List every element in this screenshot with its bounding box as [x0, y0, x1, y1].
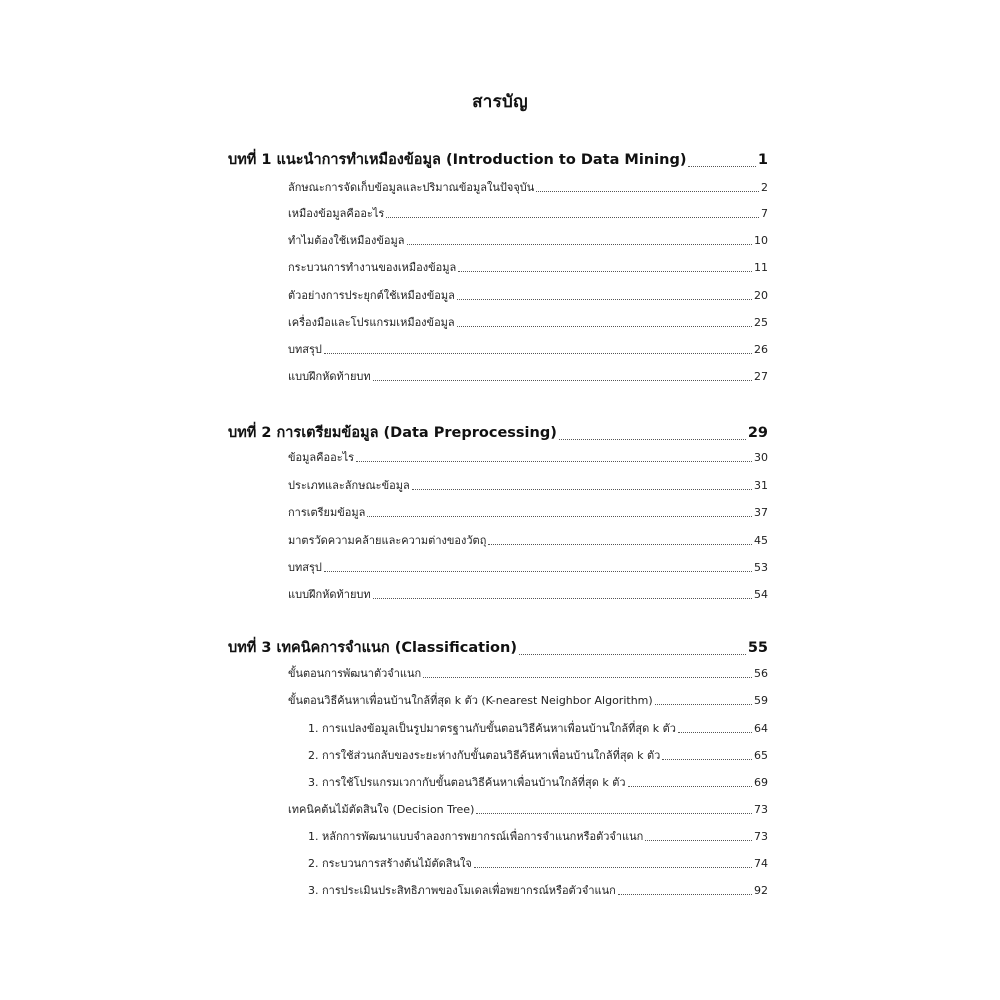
- toc-entry-label: บทที่ 3 เทคนิคการจำแนก (Classification): [228, 640, 517, 656]
- toc-entry-label: 2. กระบวนการสร้างต้นไม้ตัดสินใจ: [308, 857, 472, 870]
- dot-leader: [678, 731, 752, 733]
- toc-entry-page-number: 37: [754, 506, 768, 519]
- toc-entry-section: [288, 367, 768, 385]
- dot-leader: [356, 460, 752, 462]
- toc-entry-page-number: 73: [754, 830, 768, 843]
- toc-entry-section: [288, 503, 768, 521]
- toc-entry-label: ข้อมูลคืออะไร: [288, 451, 355, 464]
- toc-entry-label: บทที่ 1 แนะนำการทำเหมืองข้อมูล (Introduction to Data Mining): [228, 152, 687, 168]
- toc-entry-page-number: 65: [754, 749, 768, 762]
- toc-entry-label: 1. หลักการพัฒนาแบบจำลองการพยากรณ์เพื่อการจำแนกหรือตัวจำแนก: [308, 830, 644, 843]
- toc-entry-label: เทคนิคต้นไม้ตัดสินใจ (Decision Tree): [288, 803, 475, 816]
- toc-entry-label: การเตรียมข้อมูล: [288, 506, 366, 519]
- dot-leader: [536, 190, 759, 192]
- toc-entry-section: [288, 286, 768, 304]
- toc-entry-chapter: [228, 636, 768, 659]
- toc-entry-page-number: 59: [754, 694, 768, 707]
- toc-entry-label: กระบวนการทำงานของเหมืองข้อมูล: [288, 261, 457, 274]
- toc-entry-section: [288, 664, 768, 682]
- toc-entry-label: 2. การใช้ส่วนกลับของระยะห่างกับขั้นตอนวิธีค้นหาเพื่อนบ้านใกล้ที่สุด k ตัว: [308, 749, 661, 762]
- dot-leader: [373, 379, 752, 381]
- toc-entry-subsection: [308, 827, 768, 845]
- toc-entry-section: [288, 585, 768, 603]
- toc-entry-label: 3. การประเมินประสิทธิภาพของโมเดลเพื่อพยากรณ์หรือตัวจำแนก: [308, 884, 616, 897]
- toc-entry-page-number: 7: [761, 207, 768, 220]
- toc-entry-page-number: 92: [754, 884, 768, 897]
- toc-entry-label: ประเภทและลักษณะข้อมูล: [288, 479, 410, 492]
- toc-entry-label: เหมืองข้อมูลคืออะไร: [288, 207, 385, 220]
- toc-entry-page-number: 54: [754, 588, 768, 601]
- dot-leader: [324, 570, 752, 572]
- dot-leader: [373, 597, 752, 599]
- toc-entry-section: [288, 691, 768, 709]
- dot-leader: [559, 438, 746, 440]
- dot-leader: [324, 352, 752, 354]
- toc-entry-page-number: 31: [754, 479, 768, 492]
- toc-entry-page-number: 25: [754, 316, 768, 329]
- toc-entry-label: ลักษณะการจัดเก็บข้อมูลและปริมาณข้อมูลในปัจจุบัน: [288, 181, 535, 194]
- toc-entry-page-number: 56: [754, 667, 768, 680]
- toc-entry-page-number: 20: [754, 289, 768, 302]
- toc-entry-page-number: 1: [757, 152, 768, 168]
- dot-leader: [645, 839, 752, 841]
- dot-leader: [474, 866, 752, 868]
- toc-entry-page-number: 27: [754, 370, 768, 383]
- dot-leader: [618, 893, 752, 895]
- toc-entry-label: บทที่ 2 การเตรียมข้อมูล (Data Preprocessing): [228, 425, 557, 441]
- dot-leader: [628, 785, 752, 787]
- dot-leader: [407, 243, 752, 245]
- toc-entry-subsection: [308, 773, 768, 791]
- toc-entry-label: ทำไมต้องใช้เหมืองข้อมูล: [288, 234, 405, 247]
- toc-entry-label: แบบฝึกหัดท้ายบท: [288, 370, 371, 383]
- toc-entry-label: 3. การใช้โปรแกรมเวกากับขั้นตอนวิธีค้นหาเพื่อนบ้านใกล้ที่สุด k ตัว: [308, 776, 626, 789]
- toc-entry-page-number: 64: [754, 722, 768, 735]
- toc-entry-section: [288, 476, 768, 494]
- toc-entry-page-number: 26: [754, 343, 768, 356]
- toc-entry-page-number: 11: [754, 261, 768, 274]
- toc-entry-label: ขั้นตอนวิธีค้นหาเพื่อนบ้านใกล้ที่สุด k ตัว (K-nearest Neighbor Algorithm): [288, 694, 653, 707]
- toc-entry-section: [288, 231, 768, 249]
- dot-leader: [519, 653, 746, 655]
- toc-entry-section: [288, 258, 768, 276]
- toc-entry-page-number: 74: [754, 857, 768, 870]
- toc-entry-page-number: 10: [754, 234, 768, 247]
- toc-entry-label: 1. การแปลงข้อมูลเป็นรูปมาตรฐานกับขั้นตอนวิธีค้นหาเพื่อนบ้านใกล้ที่สุด k ตัว: [308, 722, 676, 735]
- dot-leader: [457, 325, 752, 327]
- toc-entry-section: [288, 340, 768, 358]
- dot-leader: [458, 270, 752, 272]
- dot-leader: [662, 758, 752, 760]
- toc-entry-section: [288, 558, 768, 576]
- toc-entry-page-number: 29: [747, 425, 768, 441]
- toc-entry-label: ตัวอย่างการประยุกต์ใช้เหมืองข้อมูล: [288, 289, 455, 302]
- toc-entry-subsection: [308, 746, 768, 764]
- dot-leader: [457, 298, 752, 300]
- toc-entry-subsection: [308, 719, 768, 737]
- dot-leader: [367, 515, 752, 517]
- dot-leader: [688, 165, 755, 167]
- toc-entry-page-number: 30: [754, 451, 768, 464]
- toc-entry-page-number: 2: [761, 181, 768, 194]
- toc-entry-label: เครื่องมือและโปรแกรมเหมืองข้อมูล: [288, 316, 455, 329]
- dot-leader: [386, 216, 759, 218]
- toc-entry-subsection: [308, 854, 768, 872]
- toc-entry-page-number: 73: [754, 803, 768, 816]
- toc-entry-label: มาตรวัดความคล้ายและความต่างของวัตถุ: [288, 534, 487, 547]
- toc-entry-label: แบบฝึกหัดท้ายบท: [288, 588, 371, 601]
- toc-entry-chapter: [228, 148, 768, 171]
- dot-leader: [488, 543, 752, 545]
- toc-entry-page-number: 45: [754, 534, 768, 547]
- toc-entry-page-number: 53: [754, 561, 768, 574]
- dot-leader: [476, 812, 752, 814]
- toc-entry-section: [288, 204, 768, 222]
- toc-entry-section: [288, 800, 768, 818]
- toc-entry-page-number: 55: [747, 640, 768, 656]
- toc-entry-section: [288, 313, 768, 331]
- toc-entry-subsection: [308, 881, 768, 899]
- toc-entry-label: บทสรุป: [288, 561, 322, 574]
- dot-leader: [655, 703, 752, 705]
- toc-entry-label: ขั้นตอนการพัฒนาตัวจำแนก: [288, 667, 422, 680]
- page-title: สารบัญ: [472, 92, 528, 112]
- toc-entry-label: บทสรุป: [288, 343, 322, 356]
- dot-leader: [423, 676, 752, 678]
- dot-leader: [412, 488, 752, 490]
- toc-entry-section: [288, 531, 768, 549]
- toc-entry-section: [288, 178, 768, 196]
- toc-entry-section: [288, 448, 768, 466]
- toc-entry-chapter: [228, 421, 768, 444]
- toc-entry-page-number: 69: [754, 776, 768, 789]
